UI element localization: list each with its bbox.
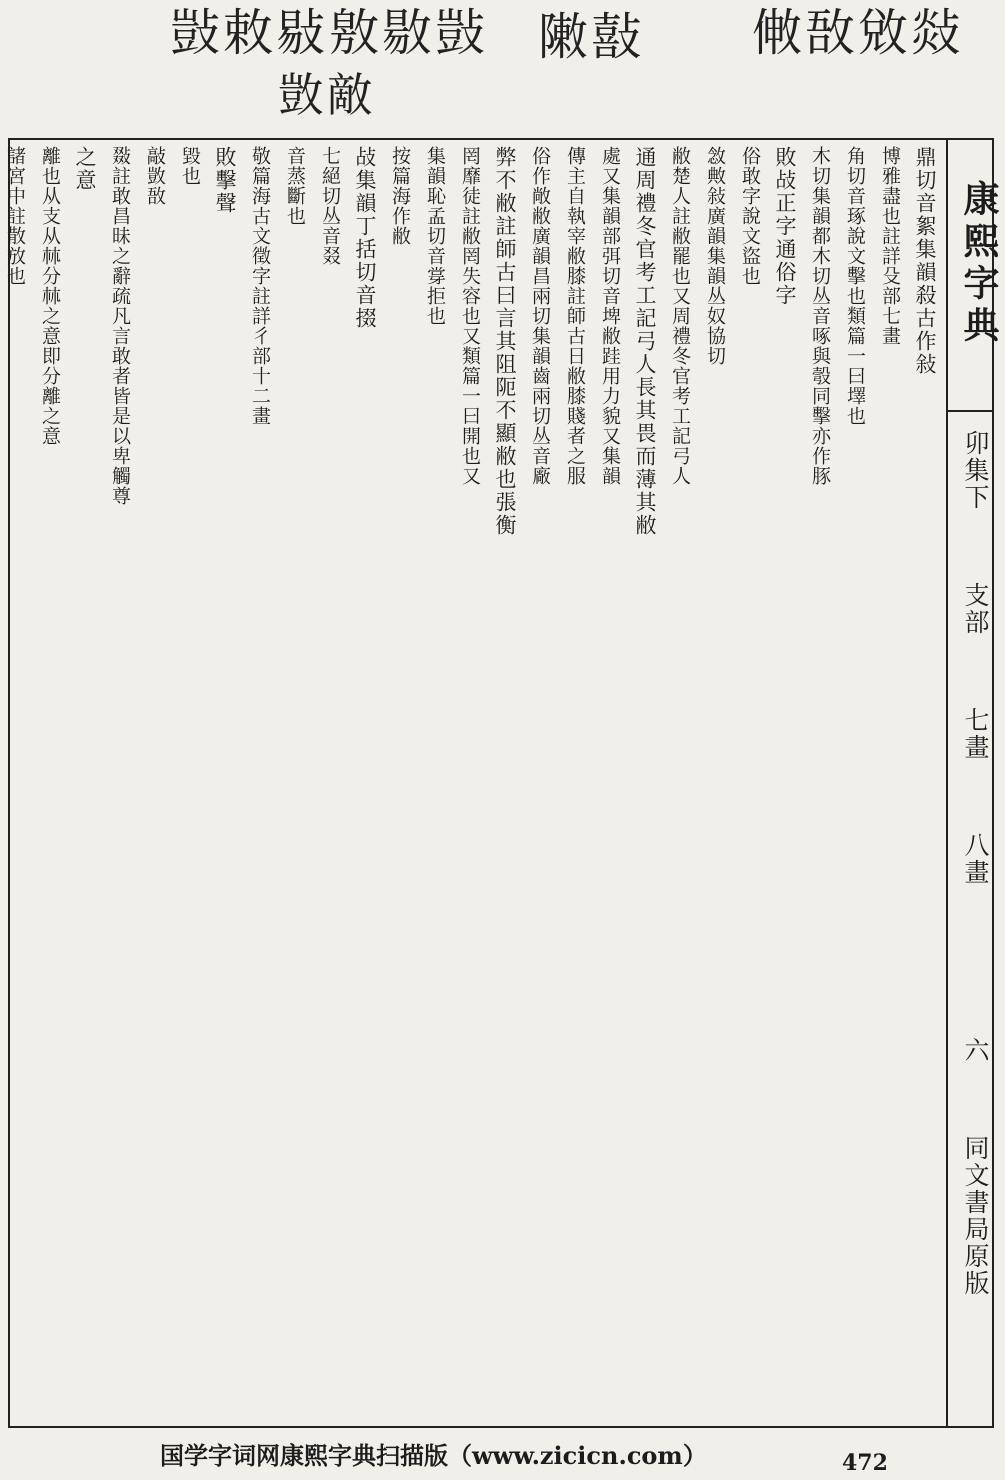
volume-number: 六 [961,1037,990,1064]
text-column: 敝楚人註敝罷也又周禮冬官考工記弓人 [669,146,691,486]
side-info [957,430,993,1297]
stroke-label-b: 八畫 [961,832,990,886]
text-column: 毀也 [179,146,201,186]
text-column: 敁集韻丁括切音掇 [353,146,377,330]
text-column: 諸宮中註散放也 [4,146,26,286]
text-column: 按篇海作敝 [389,146,411,246]
watermark-caption: 国学字词网康熙字典扫描版（www.zicicn.com） [160,1441,707,1470]
radical-label: 支部 [961,582,990,636]
text-column: 傳主自執宰敝膝註師古日敝膝賤者之服 [564,146,586,486]
text-column: 敬篇海古文徵字註詳彳部十二畫 [249,146,271,426]
text-column: 七絕切丛音叕 [319,146,341,266]
text-column: 集韻恥孟切音牚拒也 [424,146,446,326]
seal-script-heading: 敱敕敡敫敭敱 [170,4,488,62]
text-column: 敲敳敔 [144,146,166,206]
text-column: 敠註敢昌昧之辭疏凡言敢者皆是以卑觸尊 [109,146,131,506]
text-column: 音蒸斷也 [284,146,306,226]
text-column: 離也从支从𣏟分𣏟之意即分離之意 [39,146,61,446]
text-column: 木切集韻都木切丛音啄與彀同擊亦作豚 [809,146,831,486]
text-columns [0,146,942,1422]
text-column: 之意 [73,146,97,192]
stroke-label-a: 七畫 [961,707,990,761]
publisher-label: 同文書局原版 [961,1135,990,1297]
side-divider [948,410,992,412]
text-column: 敗敁正字通俗字 [773,146,797,307]
text-column: 博雅盡也註詳殳部七畫 [879,146,901,346]
dictionary-text-frame [4,138,948,1428]
text-column: 敜敟敍廣韻集韻丛奴協切 [704,146,726,366]
text-column: 罔靡徒註敝罔失容也又類篇一曰開也又 [459,146,481,486]
text-column: 角切音琢說文擊也類篇一曰墿也 [844,146,866,426]
section-label: 卯集下 [961,430,990,511]
text-column: 俗敢字說文盜也 [739,146,761,286]
page-number: 472 [842,1450,888,1476]
seal-script-heading: 敶敼 [538,8,644,66]
side-panel [948,138,1000,1428]
text-column: 敗擊聲 [213,146,237,215]
book-title: 康熙字典 [958,180,1000,348]
seal-script-heading: 敒敔敓敥 [752,4,964,62]
seal-script-heading: 敳敵 [278,68,376,122]
text-column: 通周禮冬官考工記弓人長其畏而薄其敝 [633,146,657,537]
text-column: 鼎切音絮集韻殺古作敍 [913,146,937,376]
text-column: 俗作敞敝廣韻昌兩切集韻齒兩切丛音廠 [529,146,551,486]
text-column: 弊不敝註師古曰言其阻阨不顯敝也張衡 [493,146,517,537]
text-column: 處又集韻部弭切音埤敝跬用力貌又集韻 [599,146,621,486]
